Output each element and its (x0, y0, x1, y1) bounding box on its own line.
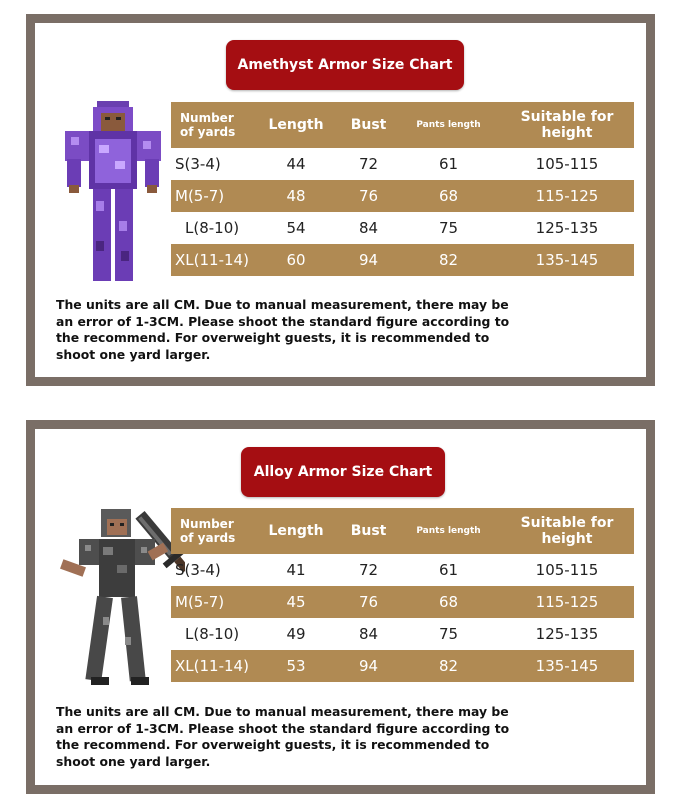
amethyst-size-table (171, 102, 634, 276)
height-cell: 135-145 (500, 650, 634, 682)
length-header: Length (252, 102, 340, 148)
amethyst-size-chart-panel (26, 14, 655, 386)
table-header-row (171, 508, 634, 554)
pants-cell: 68 (397, 586, 500, 618)
bust-cell: 76 (340, 586, 397, 618)
pants-cell: 61 (438, 561, 459, 579)
pants-cell: 75 (438, 219, 459, 237)
suitable-height-header: Suitable for height (500, 508, 634, 554)
size-cell: M(5-7) (171, 180, 252, 212)
table-header-row (171, 102, 634, 148)
size-cell: XL(11-14) (171, 244, 252, 276)
length-header: Length (252, 508, 340, 554)
height-cell: 105-115 (535, 155, 599, 173)
table-row (171, 180, 634, 212)
table-row (171, 554, 634, 586)
bust-cell: 72 (358, 561, 379, 579)
length-cell: 41 (286, 561, 306, 579)
length-cell: 49 (286, 625, 306, 643)
size-cell: XL(11-14) (171, 650, 252, 682)
height-cell: 115-125 (500, 586, 634, 618)
size-cell: S(3-4) (175, 155, 221, 173)
alloy-size-table (171, 508, 634, 682)
size-cell: L(8-10) (185, 219, 240, 237)
bust-cell: 94 (340, 650, 397, 682)
table-row (171, 586, 634, 618)
table-row (171, 650, 634, 682)
pants-length-header: Pants length (397, 102, 500, 148)
measurement-note: The units are all CM. Due to manual measurement, there may be an error of 1-3CM. Please shoot the standard figure according to the recommend. For overweight guests, it is recommended to shoot one yard larger. (56, 297, 510, 362)
suitable-height-header: Suitable for height (500, 102, 634, 148)
length-cell: 54 (286, 219, 306, 237)
bust-header: Bust (340, 508, 397, 554)
size-cell: S(3-4) (175, 561, 221, 579)
bust-cell: 76 (340, 180, 397, 212)
size-cell: M(5-7) (171, 586, 252, 618)
height-cell: 105-115 (535, 561, 599, 579)
pants-cell: 82 (397, 244, 500, 276)
pants-length-header: Pants length (397, 508, 500, 554)
measurement-note: The units are all CM. Due to manual measurement, there may be an error of 1-3CM. Please shoot the standard figure according to the recommend. For overweight guests, it is recommended to shoot one yard larger. (56, 704, 510, 769)
height-cell: 125-135 (535, 219, 599, 237)
bust-cell: 94 (340, 244, 397, 276)
pants-cell: 68 (397, 180, 500, 212)
length-cell: 45 (252, 586, 340, 618)
size-cell: L(8-10) (185, 625, 240, 643)
amethyst-armor-costume-image (63, 101, 163, 285)
pants-cell: 82 (397, 650, 500, 682)
table-row (171, 244, 634, 276)
height-cell: 115-125 (500, 180, 634, 212)
bust-cell: 84 (358, 625, 379, 643)
alloy-chart-title: Alloy Armor Size Chart (241, 447, 445, 497)
alloy-armor-costume-image (57, 507, 185, 691)
number-of-yards-header: Number of yards (171, 102, 252, 148)
bust-cell: 72 (358, 155, 379, 173)
length-cell: 53 (252, 650, 340, 682)
amethyst-chart-title: Amethyst Armor Size Chart (226, 40, 464, 90)
pants-cell: 75 (438, 625, 459, 643)
height-cell: 135-145 (500, 244, 634, 276)
table-row (171, 212, 634, 244)
bust-header: Bust (340, 102, 397, 148)
pants-cell: 61 (438, 155, 459, 173)
table-row (171, 618, 634, 650)
length-cell: 44 (286, 155, 306, 173)
alloy-size-chart-panel (26, 420, 655, 794)
length-cell: 48 (252, 180, 340, 212)
bust-cell: 84 (358, 219, 379, 237)
number-of-yards-header: Number of yards (171, 508, 252, 554)
length-cell: 60 (252, 244, 340, 276)
height-cell: 125-135 (535, 625, 599, 643)
table-row (171, 148, 634, 180)
